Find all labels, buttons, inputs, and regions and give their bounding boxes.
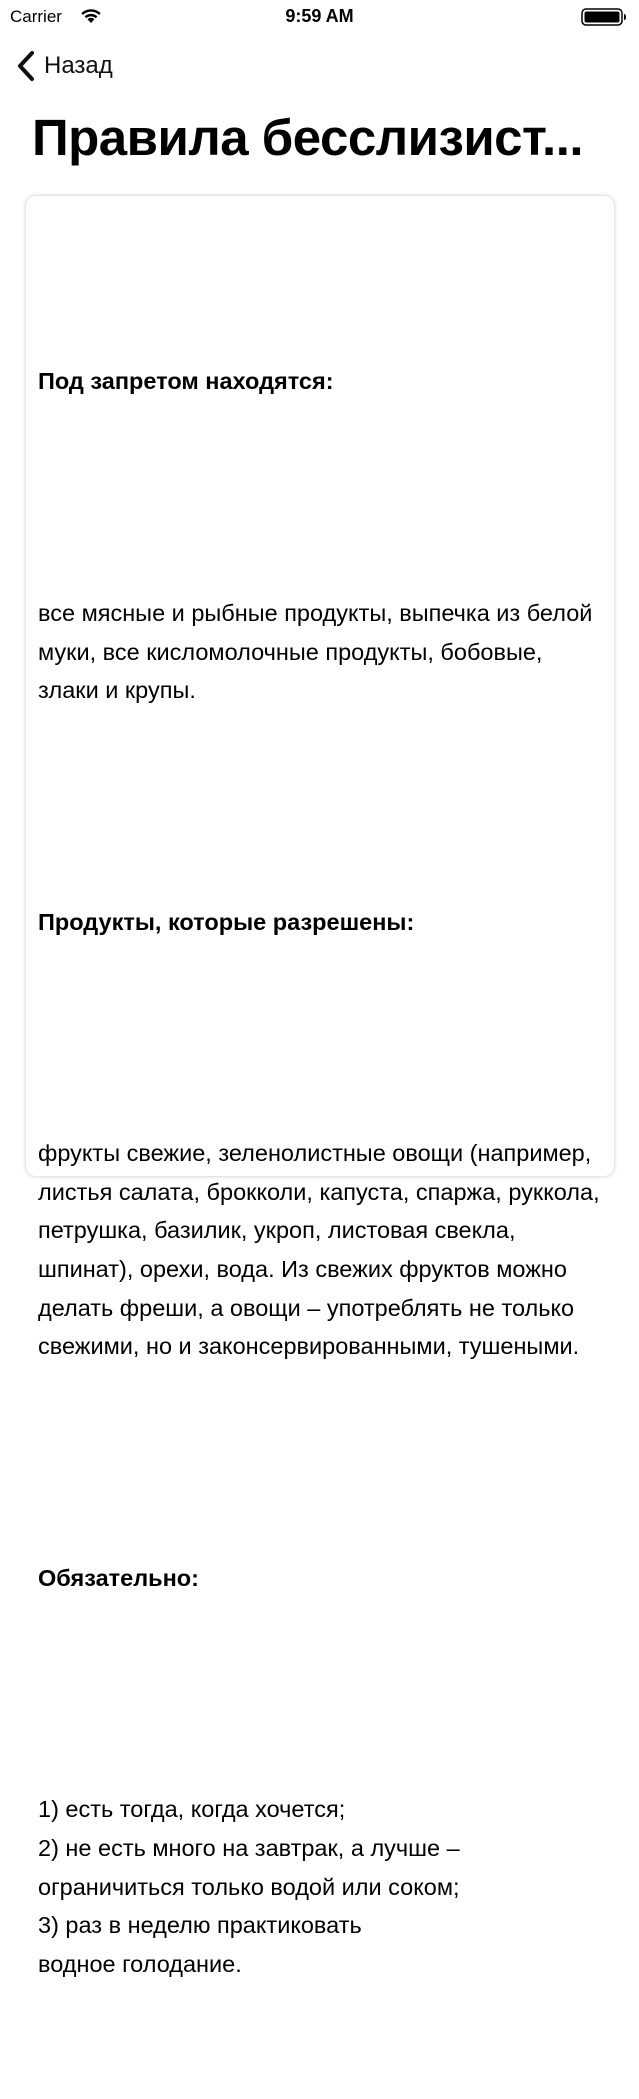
section-required <box>38 1482 604 1675</box>
section-body: все мясные и рыбные продукты, выпечка из белой муки, все кисломолочные продукты, бобовые, злаки и крупы. <box>38 599 599 704</box>
section-forbidden <box>38 285 604 478</box>
article-text <box>38 208 607 2099</box>
battery-icon <box>581 8 627 26</box>
back-button-label: Назад <box>44 52 113 79</box>
back-button[interactable] <box>16 48 113 84</box>
page-title: Правила бесслизист... <box>32 109 584 166</box>
section-heading: Обязательно: <box>38 1564 199 1591</box>
section-allowed <box>38 826 604 1019</box>
status-time: 9:59 AM <box>285 6 354 26</box>
carrier-label: Carrier <box>10 7 62 26</box>
section-body: 1) есть тогда, когда хочется; 2) не есть много на завтрак, а лучше – ограничиться только водой или соком; 3) раз в неделю практиковать водное голодание. <box>38 1796 460 1977</box>
content-card[interactable] <box>26 196 614 1977</box>
section-heading: Под запретом находятся: <box>38 368 334 395</box>
chevron-left-icon <box>16 50 36 82</box>
status-bar <box>0 0 639 34</box>
section-body: фрукты свежие, зеленолистные овощи (например, листья салата, брокколи, капуста, спаржа, руккола, петрушка, базилик, укроп, листовая свекла, шпинат), орехи, вода. Из свежих фруктов можно делать фреши, а овощи – употреблять не только свежими, но и законсервированными, тушеными. <box>38 1140 607 1360</box>
section-heading: Продукты, которые разрешены: <box>38 908 415 935</box>
navigation-bar <box>0 44 639 88</box>
